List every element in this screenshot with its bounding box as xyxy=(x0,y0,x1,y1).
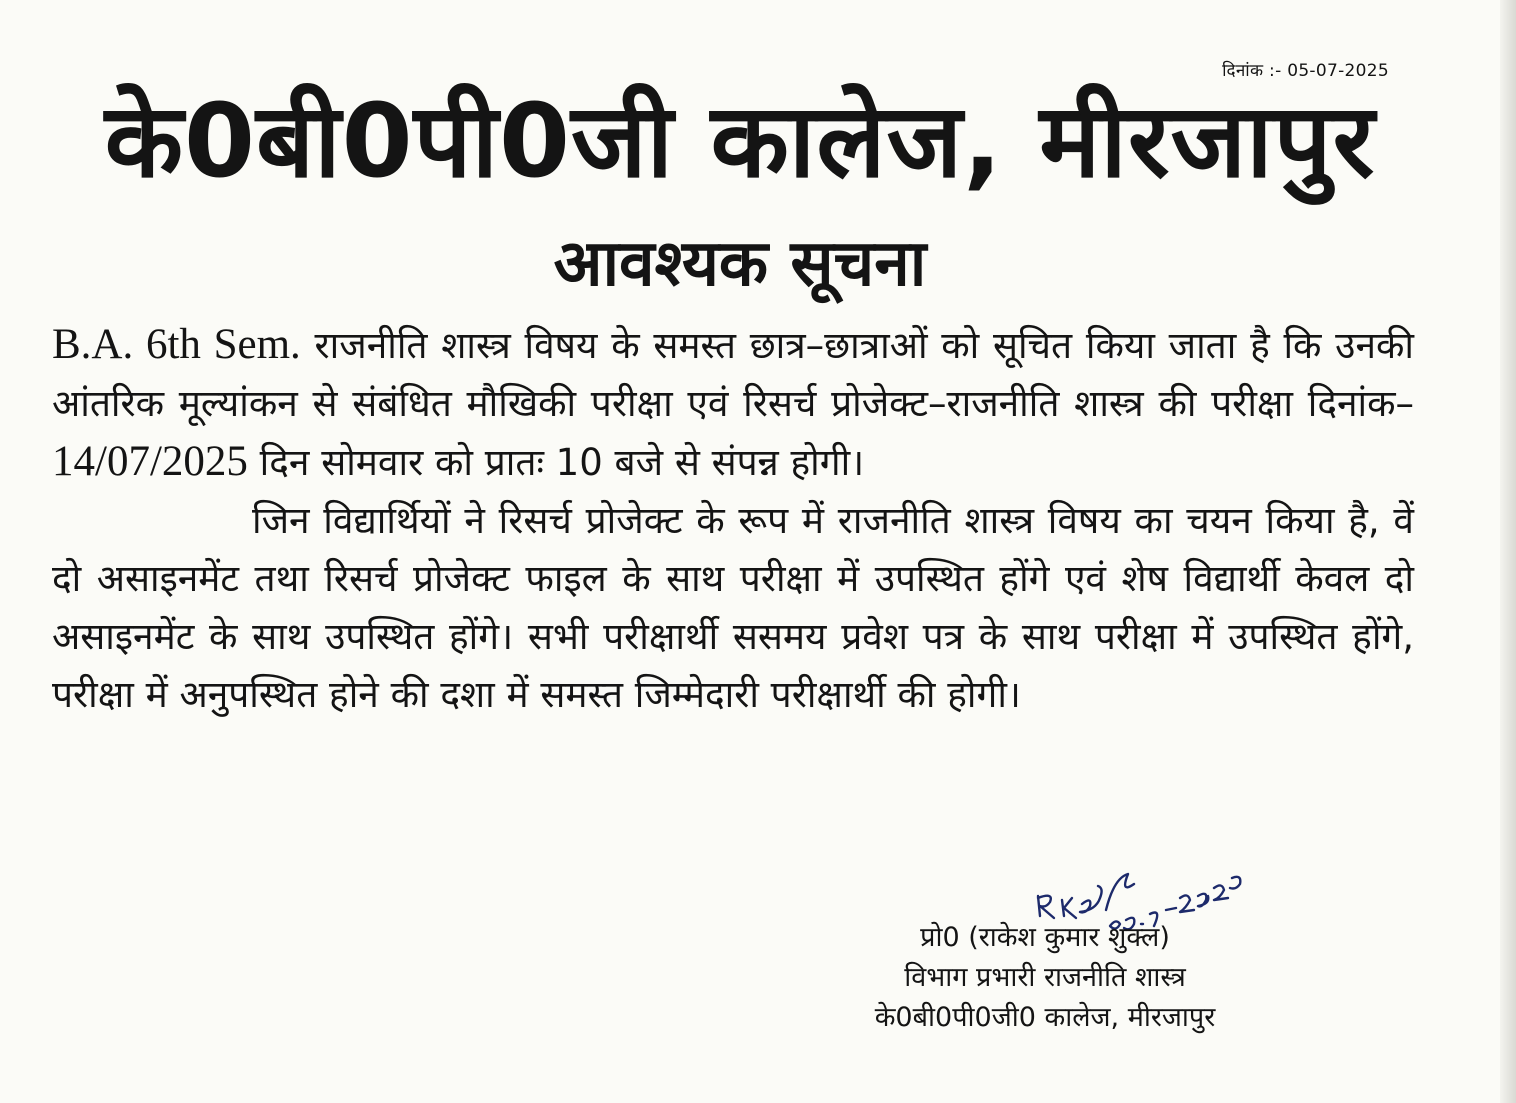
course-name: B.A. 6th Sem. xyxy=(52,321,301,368)
signatory-designation: विभाग प्रभारी राजनीति शास्त्र xyxy=(904,962,1186,993)
signatory-name: प्रो0 (राकेश कुमार शुक्ल) xyxy=(920,922,1170,953)
notice-date: दिनांक :- 05-07-2025 xyxy=(1222,61,1389,81)
signatory-institution: के0बी0पी0जी0 कालेज, मीरजापुर xyxy=(874,1002,1216,1033)
exam-date: 14/07/2025 xyxy=(52,438,248,485)
notice-paragraph-1 xyxy=(52,316,1414,492)
signatory-block xyxy=(830,918,1260,1038)
notice-body xyxy=(52,316,1414,724)
paragraph-1-text-b: दिन सोमवार को प्रातः 10 बजे से संपन्न होगी। xyxy=(247,441,865,484)
page-edge-shadow xyxy=(1500,0,1516,1103)
college-name-heading: के0बी0पी0जी कालेज, मीरजापुर xyxy=(104,82,1376,201)
notice-title: आवश्यक सूचना xyxy=(553,227,927,301)
notice-paragraph-2: जिन विद्यार्थियों ने रिसर्च प्रोजेक्ट के रूप में राजनीति शास्त्र विषय का चयन किया है, वें दो असाइनमेंट तथा रिसर्च प्रोजेक्ट फाइल के साथ परीक्षा में उपस्थित होंगे एवं शेष विद्यार्थी केवल दो असाइनमेंट के साथ उपस्थित होंगे। सभी परीक्षार्थी ससमय प्रवेश पत्र के साथ परीक्षा में उपस्थित होंगे, परीक्षा में अनुपस्थित होने की दशा में समस्त जिम्मेदारी परीक्षार्थी की होगी। xyxy=(52,499,1414,716)
paragraph-1-text-a: राजनीति शास्त्र विषय के समस्त छात्र–छात्राओं को सूचित किया जाता है कि उनकी आंतरिक मूल्यांकन से संबंधित मौखिकी परीक्षा एवं रिसर्च प्रोजेक्ट–राजनीति शास्त्र की परीक्षा दिनांक– xyxy=(52,324,1414,425)
